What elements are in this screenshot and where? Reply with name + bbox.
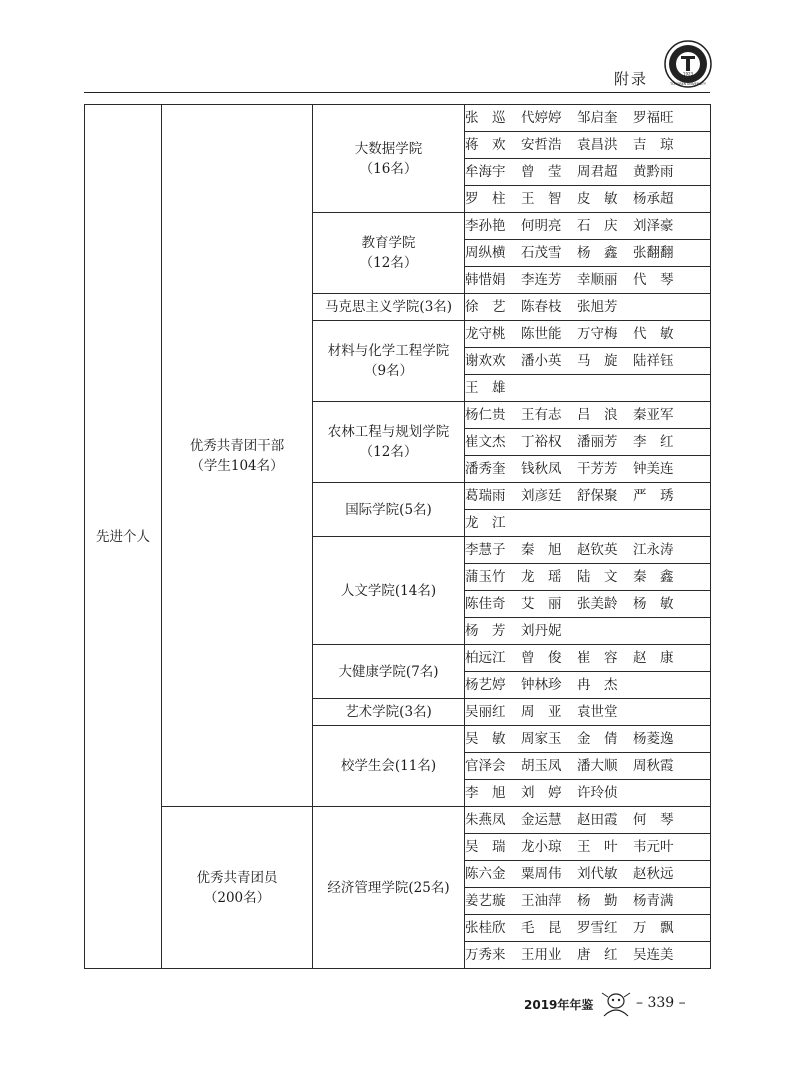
names-cell [465, 375, 711, 402]
unit-count: （9名） [363, 363, 414, 379]
unit-name: 大健康学院(7名) [338, 663, 439, 680]
person-name: 赵 康 [633, 650, 674, 666]
names-cell [465, 240, 711, 267]
person-name: 韦元叶 [633, 839, 674, 855]
person-name: 万守梅 [577, 326, 618, 342]
person-name: 钟美连 [633, 461, 674, 477]
person-name: 徐 艺 [465, 299, 506, 315]
person-name: 万 飘 [633, 920, 674, 936]
person-name: 赵钦英 [577, 542, 618, 558]
person-name: 王油萍 [521, 893, 562, 909]
person-name: 严 琇 [633, 488, 674, 504]
category-cell: 先进个人 [85, 105, 162, 969]
person-name: 江永涛 [633, 542, 674, 558]
page-title: 附录 [614, 70, 649, 88]
unit-count: （12名） [359, 444, 418, 460]
person-name: 官泽会 [465, 758, 506, 774]
person-name: 金运慧 [521, 812, 562, 828]
person-name: 杨承超 [633, 191, 674, 207]
unit-name: 艺术学院(3名) [345, 704, 432, 720]
person-name: 杨仁贵 [465, 407, 506, 423]
person-name: 王有志 [521, 407, 562, 423]
person-name: 崔文杰 [465, 434, 506, 450]
person-name: 韩惜娟 [465, 272, 506, 288]
person-name: 潘丽芳 [577, 434, 618, 450]
person-name: 陈春枝 [521, 299, 562, 315]
unit-name: 农林工程与规划学院 [327, 424, 450, 440]
person-name: 王用业 [521, 947, 562, 963]
names-cell [465, 402, 711, 429]
person-name: 陈佳奇 [465, 596, 506, 612]
person-name: 罗雪红 [577, 920, 618, 936]
unit-cell [313, 105, 465, 213]
unit-name: 大数据学院 [354, 140, 423, 157]
names-cell [465, 726, 711, 753]
unit-cell [313, 321, 465, 402]
person-name: 李慧子 [465, 542, 506, 558]
yearbook-label: 2019年年鉴 [524, 998, 594, 1012]
person-name: 钱秋凤 [521, 461, 562, 477]
person-name: 吴丽红 [465, 704, 506, 720]
person-name: 刘丹妮 [521, 623, 562, 639]
person-name: 王 叶 [577, 839, 618, 855]
names-cell [465, 159, 711, 186]
names-cell [465, 294, 711, 321]
person-name: 李连芳 [521, 272, 562, 288]
person-name: 刘 婷 [521, 785, 562, 801]
unit-cell [313, 537, 465, 645]
names-cell [465, 807, 711, 834]
university-seal-icon [664, 40, 712, 88]
table-row [85, 105, 711, 132]
person-name: 代 敏 [633, 326, 674, 342]
person-name: 朱燕凤 [465, 812, 506, 828]
unit-name: 人文学院(14名) [340, 582, 437, 599]
person-name: 吴连美 [633, 947, 674, 963]
person-name: 粟周伟 [521, 866, 562, 882]
mascot-figure-icon [598, 992, 634, 1018]
person-name: 潘秀奎 [465, 461, 506, 477]
names-cell [465, 564, 711, 591]
person-name: 何明亮 [521, 218, 562, 234]
names-cell [465, 591, 711, 618]
person-name: 柏远江 [465, 650, 506, 666]
person-name: 刘泽豪 [633, 218, 674, 234]
unit-count: （16名） [359, 160, 418, 177]
person-name: 袁世堂 [577, 704, 618, 720]
person-name: 金 倩 [577, 731, 618, 747]
names-cell [465, 105, 711, 132]
unit-cell [313, 726, 465, 807]
person-name: 舒保聚 [577, 488, 618, 504]
person-name: 杨菱逸 [633, 731, 674, 747]
person-name: 陈世能 [521, 326, 562, 342]
names-cell [465, 348, 711, 375]
person-name: 刘代敏 [577, 866, 618, 882]
person-name: 石茂雪 [521, 245, 562, 261]
person-name: 钟林珍 [521, 677, 562, 693]
names-cell [465, 888, 711, 915]
person-name: 吉 琼 [633, 137, 674, 153]
person-name: 秦 鑫 [633, 569, 674, 585]
person-name: 丁裕权 [521, 434, 562, 450]
person-name: 干芳芳 [577, 461, 618, 477]
person-name: 秦亚军 [633, 407, 674, 423]
svg-text:TONGREN UNIVERSITY: TONGREN UNIVERSITY [670, 82, 706, 86]
person-name: 赵秋远 [633, 866, 674, 882]
person-name: 赵田霞 [577, 812, 618, 828]
person-name: 周 亚 [521, 704, 562, 720]
names-cell [465, 699, 711, 726]
names-cell [465, 483, 711, 510]
person-name: 代婷婷 [521, 110, 562, 126]
person-name: 王 智 [521, 191, 562, 207]
person-name: 刘彦廷 [521, 488, 562, 504]
person-name: 姜艺璇 [465, 893, 506, 909]
names-cell [465, 861, 711, 888]
person-name: 曾 莹 [521, 164, 562, 180]
person-name: 黄黔雨 [633, 164, 674, 180]
person-name: 吴 敏 [465, 731, 506, 747]
names-cell [465, 267, 711, 294]
person-name: 张 巡 [465, 110, 506, 126]
person-name: 邹启奎 [577, 110, 618, 126]
names-cell [465, 645, 711, 672]
names-cell [465, 618, 711, 645]
person-name: 秦 旭 [521, 542, 562, 558]
person-name: 马 旋 [577, 353, 618, 369]
person-name: 龙小琼 [521, 839, 562, 855]
person-name: 张桂欣 [465, 920, 506, 936]
unit-cell [313, 645, 465, 699]
person-name: 李 红 [633, 434, 674, 450]
names-cell [465, 753, 711, 780]
group-count: （200名） [203, 889, 271, 906]
person-name: 葛瑞雨 [465, 488, 506, 504]
names-cell [465, 510, 711, 537]
person-name: 吕 浪 [577, 407, 618, 423]
person-name: 杨 敏 [633, 596, 674, 612]
names-cell [465, 915, 711, 942]
unit-name: 经济管理学院(25名) [327, 879, 450, 896]
page-number: – 339 – [636, 995, 686, 1011]
unit-cell [313, 294, 465, 321]
person-name: 毛 昆 [521, 920, 562, 936]
person-name: 杨 勤 [577, 893, 618, 909]
person-name: 杨青满 [633, 893, 674, 909]
svg-text:1923: 1923 [682, 71, 694, 77]
person-name: 王 雄 [465, 380, 506, 396]
person-name: 张旭芳 [577, 299, 618, 315]
person-name: 胡玉凤 [521, 758, 562, 774]
person-name: 李孙艳 [465, 218, 506, 234]
unit-cell [313, 699, 465, 726]
person-name: 张美龄 [577, 596, 618, 612]
person-name: 许玲侦 [577, 785, 618, 801]
person-name: 罗 柱 [465, 191, 506, 207]
person-name: 陆 文 [577, 569, 618, 585]
person-name: 张翻翻 [633, 245, 674, 261]
group-cell [162, 807, 313, 969]
header-rule [84, 92, 710, 93]
unit-cell [313, 213, 465, 294]
person-name: 安哲浩 [521, 137, 562, 153]
person-name: 蒲玉竹 [465, 569, 506, 585]
person-name: 吴 瑞 [465, 839, 506, 855]
names-cell [465, 132, 711, 159]
names-cell [465, 834, 711, 861]
person-name: 石 庆 [577, 218, 618, 234]
group-label: 优秀共青团员 [196, 869, 278, 886]
person-name: 潘小英 [521, 353, 562, 369]
person-name: 龙 江 [465, 515, 506, 531]
person-name: 唐 红 [577, 947, 618, 963]
person-name: 代 琴 [633, 272, 674, 288]
person-name: 杨 芳 [465, 623, 506, 639]
person-name: 曾 俊 [521, 650, 562, 666]
person-name: 周秋霞 [633, 758, 674, 774]
person-name: 崔 容 [577, 650, 618, 666]
names-cell [465, 186, 711, 213]
names-cell [465, 672, 711, 699]
person-name: 牟海宇 [465, 164, 506, 180]
person-name: 杨 鑫 [577, 245, 618, 261]
person-name: 冉 杰 [577, 677, 618, 693]
group-count: （学生104名） [190, 457, 284, 474]
person-name: 龙守桃 [465, 326, 506, 342]
unit-name: 校学生会(11名) [340, 758, 437, 774]
group-label: 优秀共青团干部 [189, 437, 285, 454]
person-name: 万秀来 [465, 947, 506, 963]
table-row [85, 807, 711, 834]
person-name: 蒋 欢 [465, 137, 506, 153]
names-cell [465, 537, 711, 564]
person-name: 袁昌洪 [577, 137, 618, 153]
unit-name: 材料与化学工程学院 [327, 343, 450, 359]
person-name: 谢欢欢 [465, 353, 506, 369]
unit-name: 国际学院(5名) [345, 501, 432, 518]
unit-name: 马克思主义学院(3名) [324, 299, 453, 315]
person-name: 罗福旺 [633, 110, 674, 126]
person-name: 幸顺丽 [577, 272, 618, 288]
names-cell [465, 780, 711, 807]
unit-cell [313, 483, 465, 537]
person-name: 周君超 [577, 164, 618, 180]
person-name: 陆祥钰 [633, 353, 674, 369]
group-cell [162, 105, 313, 807]
person-name: 龙 瑶 [521, 569, 562, 585]
names-cell [465, 942, 711, 969]
award-table [84, 104, 711, 969]
person-name: 陈六金 [465, 866, 506, 882]
unit-cell [313, 402, 465, 483]
names-cell [465, 456, 711, 483]
names-cell [465, 213, 711, 240]
person-name: 艾 丽 [521, 596, 562, 612]
person-name: 何 琴 [633, 812, 674, 828]
unit-cell [313, 807, 465, 969]
person-name: 皮 敏 [577, 191, 618, 207]
unit-name: 教育学院 [361, 235, 416, 251]
person-name: 李 旭 [465, 785, 506, 801]
person-name: 周纵横 [465, 245, 506, 261]
names-cell [465, 321, 711, 348]
unit-count: （12名） [359, 255, 418, 271]
names-cell [465, 429, 711, 456]
person-name: 杨艺婷 [465, 677, 506, 693]
person-name: 潘大顺 [577, 758, 618, 774]
person-name: 周家玉 [521, 731, 562, 747]
